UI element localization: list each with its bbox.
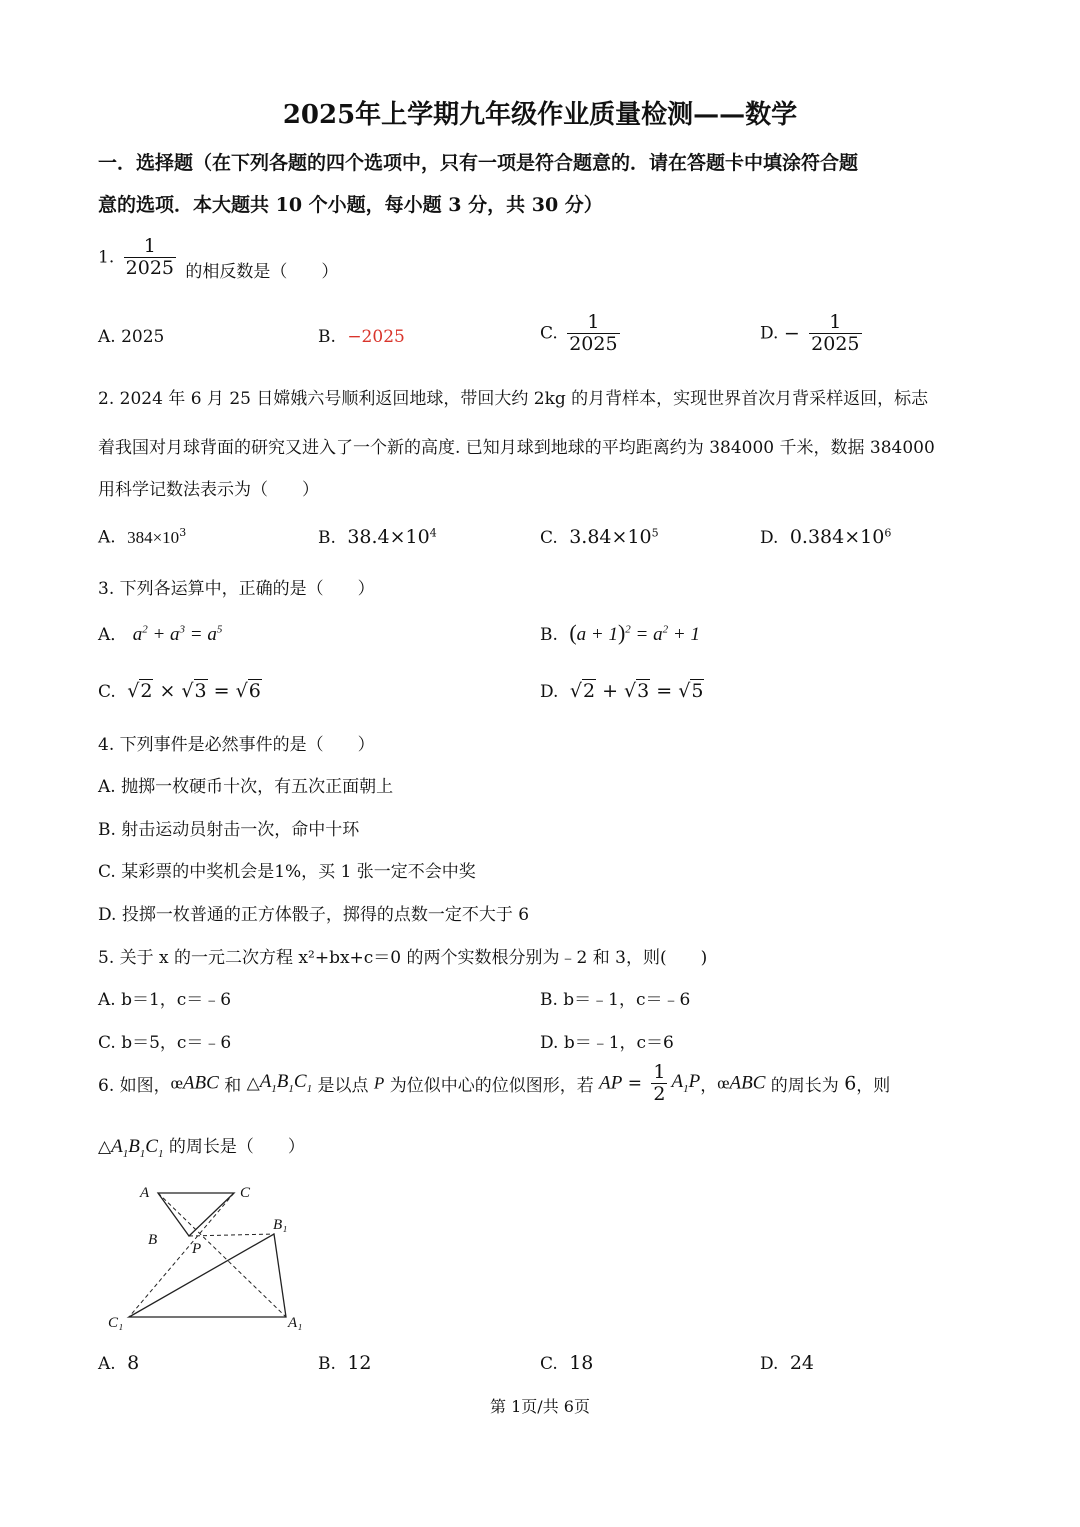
question-1-frac-den: 2025 <box>125 256 174 279</box>
q1-option-d-label: D. <box>760 323 779 344</box>
q6-option-d-value: 24 <box>789 1352 815 1374</box>
q2-option-d <box>760 526 891 548</box>
q1-option-b-value: −2025 <box>347 327 405 347</box>
q2-option-a-exp: 3 <box>179 526 187 539</box>
section-heading-line2: 意的选项．本大题共 10 个小题，每小题 3 分，共 30 分） <box>98 194 603 216</box>
q1-option-d <box>760 312 866 355</box>
q2-option-c-exp: 5 <box>651 526 659 540</box>
q6-option-d-label: D. <box>760 1354 779 1374</box>
q3-option-b-expr: $(a + 1)^2 = a^2 + 1$ <box>569 620 700 645</box>
q6-option-a <box>98 1352 139 1374</box>
q3-option-d-expr: √2 + √3 = √5 <box>569 680 704 702</box>
q1-option-c-fraction <box>567 312 619 355</box>
q2-option-b-label: B. <box>318 528 336 548</box>
question-2-line1: 2. 2024 年 6 月 25 日嫦娥六号顺利返回地球，带回大约 2kg 的月背样本，实现世界首次月背采样返回，标志 <box>98 389 929 409</box>
q2-option-d-exp: 6 <box>884 526 892 540</box>
q3-option-b-label: B. <box>540 625 558 645</box>
q3-option-b <box>540 620 700 646</box>
question-5: 5. 关于 x 的一元二次方程 x²+bx+c＝0 的两个实数根分别为﹣2 和 3，则( ) <box>98 948 708 968</box>
question-2-line3: 用科学记数法表示为（ ） <box>98 480 319 500</box>
q1-option-c-den: 2025 <box>569 332 618 355</box>
question-1-frac-num: 1 <box>143 235 156 257</box>
question-6-line1 <box>98 1062 890 1105</box>
question-1-fraction <box>124 236 176 279</box>
q6-intro: 6. 如图， <box>98 1075 171 1096</box>
q6-half-num: 1 <box>653 1061 666 1083</box>
q6-mid2: 为位似中心的位似图形，若 <box>384 1075 600 1096</box>
q6-option-c-label: C. <box>540 1354 558 1374</box>
q5-option-d: D. b＝﹣1，c＝6 <box>540 1033 674 1053</box>
q2-option-b-exp: 4 <box>429 526 437 540</box>
label-p: P <box>192 1241 202 1257</box>
q1-option-c-num: 1 <box>587 311 600 333</box>
q2-option-d-label: D. <box>760 528 779 548</box>
label-a: A <box>140 1185 150 1201</box>
q6-triangle-glyph: œ <box>170 1073 183 1093</box>
q1-option-d-den: 2025 <box>811 332 860 355</box>
q6-abc: ABC <box>182 1072 219 1094</box>
q3-option-d-label: D. <box>540 682 559 702</box>
q6-option-c-value: 18 <box>569 1352 594 1374</box>
line-c-c1 <box>129 1193 234 1317</box>
question-1 <box>98 235 339 282</box>
q6-a1b1c1-2: $A_1B_1C_1$ <box>111 1136 164 1160</box>
question-3: 3. 下列各运算中，正确的是（ ） <box>98 579 375 599</box>
q6-half-fraction <box>651 1062 667 1105</box>
q1-option-a-label: A. <box>98 327 116 347</box>
q6-option-c <box>540 1352 593 1374</box>
question-2-line2: 着我国对月球背面的研究又进入了一个新的高度. 已知月球到地球的平均距离约为 384000 千米，数据 384000 <box>98 438 935 458</box>
q6-line2-text: 的周长是（ ） <box>163 1137 305 1157</box>
section-heading-line1: 一．选择题（在下列各题的四个选项中，只有一项是符合题意的．请在答题卡中填涂符合题 <box>98 152 859 174</box>
q5-option-b: B. b＝﹣1，c＝﹣6 <box>540 990 691 1010</box>
line-a-a1 <box>158 1193 286 1317</box>
q6-a1b1c1: $A_1B_1C_1$ <box>259 1071 313 1096</box>
q1-option-a-value: 2025 <box>121 327 165 347</box>
q2-option-c <box>540 526 659 548</box>
q6-eq: = <box>622 1073 648 1094</box>
label-b: B <box>148 1232 158 1248</box>
page-title: 2025年上学期九年级作业质量检测——数学 <box>282 100 798 130</box>
q4-option-b: B. 射击运动员射击一次，命中十环 <box>98 820 360 840</box>
q6-six: 6 <box>844 1072 857 1095</box>
q1-option-b-label: B. <box>318 327 336 347</box>
q2-option-c-label: C. <box>540 528 558 548</box>
question-1-text: 的相反数是（ ） <box>185 261 339 282</box>
question-1-number: 1. <box>98 247 115 268</box>
q6-option-b-value: 12 <box>347 1352 372 1374</box>
q6-a1p: $A_1P$ <box>671 1071 701 1096</box>
q1-option-c-label: C. <box>540 323 558 344</box>
q6-mid: 是以点 <box>312 1075 374 1096</box>
q6-then: ，则 <box>856 1075 891 1096</box>
q6-comma: ， <box>700 1075 718 1096</box>
q2-option-d-base: 0.384×10 <box>789 526 885 548</box>
q4-option-d: D. 投掷一枚普通的正方体骰子，掷得的点数一定不大于 6 <box>98 905 530 925</box>
q5-option-a: A. b＝1，c＝﹣6 <box>98 990 232 1010</box>
q2-option-a-base: 384×10 <box>127 527 180 547</box>
q3-option-a <box>98 620 222 646</box>
q2-option-a-label: A. <box>98 527 116 548</box>
question-4: 4. 下列事件是必然事件的是（ ） <box>98 735 375 755</box>
q3-option-a-label: A． <box>98 625 128 645</box>
q1-option-d-fraction <box>809 312 861 355</box>
q6-option-b-label: B. <box>318 1354 336 1374</box>
q6-triangle-glyph-2: œ <box>717 1073 730 1093</box>
q6-option-b <box>318 1352 372 1374</box>
page-footer: 第 1页/共 6页 <box>490 1397 590 1416</box>
q1-option-b <box>318 327 405 347</box>
q4-option-a: A. 抛掷一枚硬币十次，有五次正面朝上 <box>98 777 394 797</box>
label-a1: A₁ <box>288 1315 303 1331</box>
q6-abc-2: ABC <box>729 1072 766 1094</box>
q3-option-a-expr: $a^2 + a^3 = a^5$ <box>132 623 223 645</box>
q4-option-c: C. 某彩票的中奖机会是1%，买 1 张一定不会中奖 <box>98 862 476 882</box>
q6-half-den: 2 <box>653 1082 666 1105</box>
q6-option-a-label: A. <box>98 1354 116 1374</box>
q5-option-c: C. b＝5，c＝﹣6 <box>98 1033 232 1053</box>
q6-ap: AP <box>599 1072 623 1094</box>
q2-option-c-base: 3.84×10 <box>569 526 652 548</box>
label-c: C <box>240 1185 251 1201</box>
question-6-line2 <box>98 1132 305 1160</box>
q2-option-a <box>98 526 186 548</box>
q6-triangle-symbol: △ <box>246 1073 260 1094</box>
q6-triangle-symbol-2: △ <box>98 1137 112 1157</box>
q6-figure <box>100 1176 320 1336</box>
q3-option-d <box>540 680 704 702</box>
label-b1: B₁ <box>273 1217 288 1233</box>
line-b-b1 <box>189 1234 274 1236</box>
q1-option-c <box>540 312 624 355</box>
q6-and: 和 <box>218 1075 247 1096</box>
q6-option-a-value: 8 <box>127 1352 140 1374</box>
q6-option-d <box>760 1352 814 1374</box>
label-c1: C₁ <box>108 1315 124 1331</box>
q3-option-c <box>98 680 262 702</box>
q1-option-a <box>98 327 164 347</box>
q3-option-c-expr: √2 × √3 = √6 <box>127 680 261 702</box>
q6-perimeter-text: 的周长为 <box>765 1075 845 1096</box>
q3-option-c-label: C. <box>98 682 116 702</box>
q1-option-d-num: 1 <box>829 311 842 333</box>
q1-option-d-sign: − <box>783 322 800 345</box>
q6-point-p: P <box>373 1073 385 1093</box>
q2-option-b <box>318 526 437 548</box>
q2-option-b-base: 38.4×10 <box>347 526 430 548</box>
